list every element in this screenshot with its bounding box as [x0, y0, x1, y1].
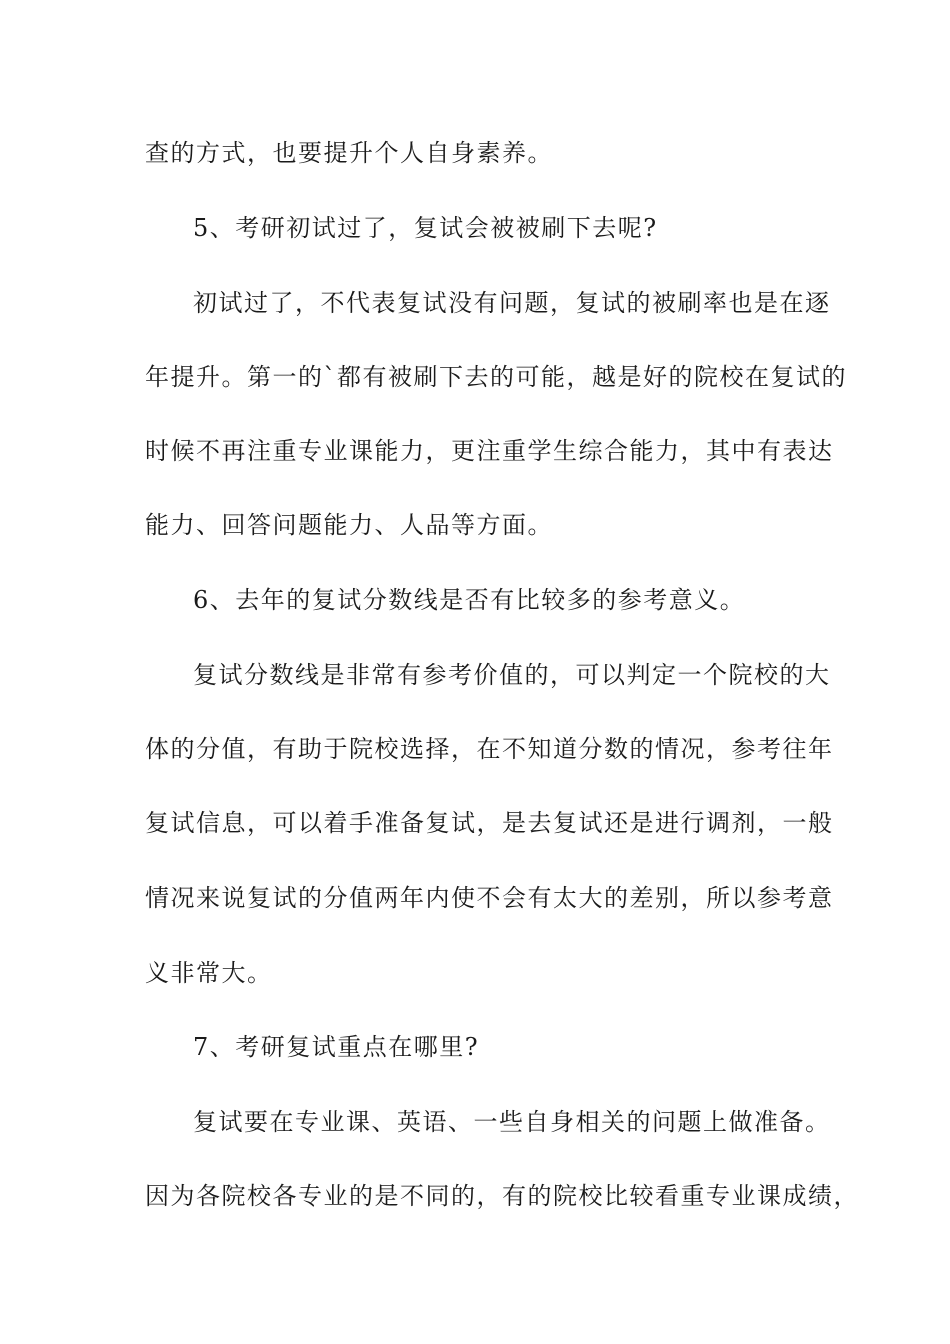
paragraph-line: 时候不再注重专业课能力，更注重学生综合能力，其中有表达: [145, 437, 834, 465]
paragraph-line: 复试要在专业课、英语、一些自身相关的问题上做准备。: [193, 1108, 831, 1136]
paragraph-line: 能力、回答问题能力、人品等方面。: [145, 511, 553, 539]
paragraph-line: 复试分数线是非常有参考价值的，可以判定一个院校的大: [193, 661, 831, 689]
paragraph-line: 查的方式，也要提升个人自身素养。: [145, 139, 553, 167]
paragraph-line: 年提升。第一的`都有被刷下去的可能，越是好的院校在复试的: [145, 363, 847, 391]
paragraph-line: 初试过了，不代表复试没有问题，复试的被刷率也是在逐: [193, 289, 831, 317]
paragraph-line: 情况来说复试的分值两年内使不会有太大的差别，所以参考意: [145, 884, 834, 912]
question-heading-7: 7、考研复试重点在哪里?: [193, 1033, 480, 1061]
paragraph-line: 体的分值，有助于院校选择，在不知道分数的情况，参考往年: [145, 735, 834, 763]
paragraph-line: 因为各院校各专业的是不同的，有的院校比较看重专业课成绩，: [145, 1182, 859, 1210]
paragraph-line: 复试信息，可以着手准备复试，是去复试还是进行调剂，一般: [145, 809, 834, 837]
question-heading-6: 6、去年的复试分数线是否有比较多的参考意义。: [193, 586, 746, 614]
question-heading-5: 5、考研初试过了，复试会被被刷下去呢?: [193, 214, 658, 242]
paragraph-line: 义非常大。: [145, 959, 273, 987]
